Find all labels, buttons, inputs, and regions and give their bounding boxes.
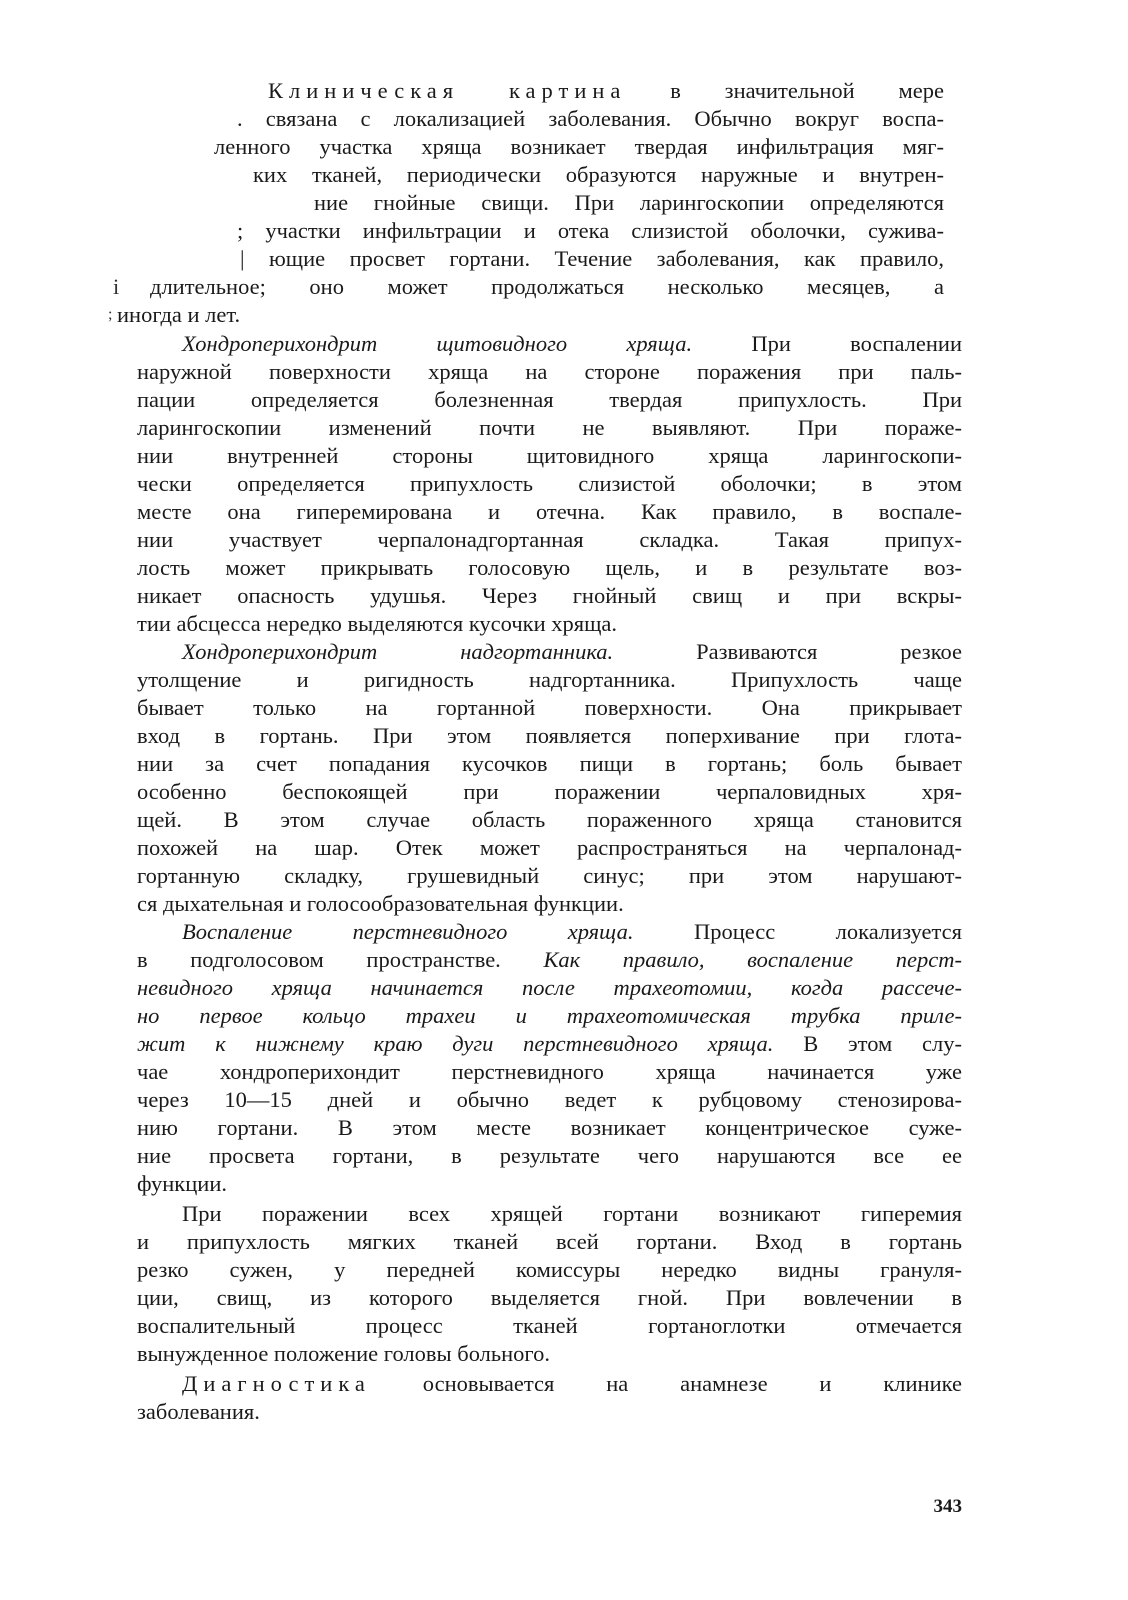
thyroid-line-1: Хондроперихондрит щитовидного хряща. При воспалении [182,331,962,356]
cricoid-line-10: функции. [137,1171,227,1196]
cricoid-line-3: невидного хряща начинается после трахеотомии, когда рассече- [137,975,962,1000]
thyroid-line-6: чески определяется припухлость слизистой оболочки; в этом [137,471,962,496]
all-cartilages-line-3: резко сужен, у передней комиссуры нередко видны грануля- [137,1257,962,1282]
diagnosis-line-1: Диагностика основывается на анамнезе и клинике [182,1371,962,1396]
cricoid-line-8: нию гортани. В этом месте возникает концентрическое суже- [137,1115,962,1140]
epiglottis-line-2: утолщение и ригидность надгортанника. Припухлость чаще [137,667,962,692]
page-number: 343 [933,1496,962,1517]
thyroid-line-2: наружной поверхности хряща на стороне поражения при паль- [137,359,962,384]
epiglottis-line-5: нии за счет попадания кусочков пищи в гортань; боль бывает [137,751,962,776]
thyroid-line-8: нии участвует черпалонадгортанная складка. Такая припух- [137,527,962,552]
thyroid-line-5: нии внутренней стороны щитовидного хряща ларингоскопи- [137,443,962,468]
epiglottis-line-10: ся дыхательная и голосообразовательная функции. [137,891,624,916]
thyroid-line-4: ларингоскопии изменений почти не выявляют. При пораже- [137,415,962,440]
cricoid-line-1: Воспаление перстневидного хряща. Процесс локализуется [182,919,962,944]
all-cartilages-line-1: При поражении всех хрящей гортани возникают гиперемия [182,1201,962,1226]
intro-line-3: ленного участка хряща возникает твердая инфильтрация мяг- [214,134,944,159]
intro-line-4: ких тканей, периодически образуются наружные и внутрен- [253,162,944,187]
epiglottis-line-7: щей. В этом случае область пораженного хряща становится [137,807,962,832]
epiglottis-line-9: гортанную складку, грушевидный синус; при этом нарушают- [137,863,962,888]
all-cartilages-line-4: ции, свищ, из которого выделяется гной. При вовлечении в [137,1285,962,1310]
intro-line-5: ние гнойные свищи. При ларингоскопии определяются [314,190,944,215]
cricoid-line-6: чае хондроперихондит перстневидного хряща начинается уже [137,1059,962,1084]
thyroid-line-3: пации определяется болезненная твердая припухлость. При [137,387,962,412]
thyroid-line-10: никает опасность удушья. Через гнойный свищ и при вскры- [137,583,962,608]
margin-mark-2: ; [108,306,113,323]
cricoid-heading: Воспаление перстневидного хряща. [182,919,634,944]
intro-line-7: | ющие просвет гортани. Течение заболевания, как правило, [240,246,944,271]
epiglottis-line-3: бывает только на гортанной поверхности. Она прикрывает [137,695,962,720]
intro-line-2: . связана с локализацией заболевания. Обычно вокруг воспа- [237,106,944,131]
thyroid-line-7: месте она гиперемирована и отечна. Как правило, в воспале- [137,499,962,524]
epiglottis-line-8: похожей на шар. Отек может распространяться на черпалонад- [137,835,962,860]
cricoid-line-4: но первое кольцо трахеи и трахеотомическая трубка приле- [137,1003,962,1028]
thyroid-line-9: лость может прикрывать голосовую щель, и в результате воз- [137,555,962,580]
epiglottis-line-6: особенно беспокоящей при поражении черпаловидных хря- [137,779,962,804]
epiglottis-heading: Хондроперихондрит надгортанника. [182,639,614,664]
intro-line-9: иногда и лет. [117,302,241,327]
epiglottis-line-4: вход в гортань. При этом появляется поперхивание при глота- [137,723,962,748]
cricoid-line-7: через 10—15 дней и обычно ведет к рубцовому стенозирова- [137,1087,962,1112]
diagnosis-lead-spaced: Диагностика [182,1371,371,1396]
cricoid-line-9: ние просвета гортани, в результате чего нарушаются все ее [137,1143,962,1168]
margin-mark-1: i [113,274,120,299]
all-cartilages-line-6: вынужденное положение головы больного. [137,1341,550,1366]
thyroid-line-11: тии абсцесса нередко выделяются кусочки хряща. [137,611,618,636]
all-cartilages-line-5: воспалительный процесс тканей гортаноглотки отмечается [137,1313,962,1338]
cricoid-line-5: жит к нижнему краю дуги перстневидного хряща. В этом слу- [137,1031,962,1056]
intro-line-8: длительное; оно может продолжаться несколько месяцев, а [150,274,944,299]
diagnosis-line-2: заболевания. [137,1399,260,1424]
thyroid-heading: Хондроперихондрит щитовидного хряща. [182,331,693,356]
cricoid-line-2: в подголосовом пространстве. Как правило, воспаление перст- [137,947,962,972]
intro-lead-spaced: Клиническая картина [268,78,627,103]
intro-line-1: Клиническая картина в значительной мере [268,78,944,103]
intro-line-6: ; участки инфильтрации и отека слизистой оболочки, сужива- [237,218,944,243]
epiglottis-line-1: Хондроперихондрит надгортанника. Развиваются резкое [182,639,962,664]
all-cartilages-line-2: и припухлость мягких тканей всей гортани. Вход в гортань [137,1229,962,1254]
